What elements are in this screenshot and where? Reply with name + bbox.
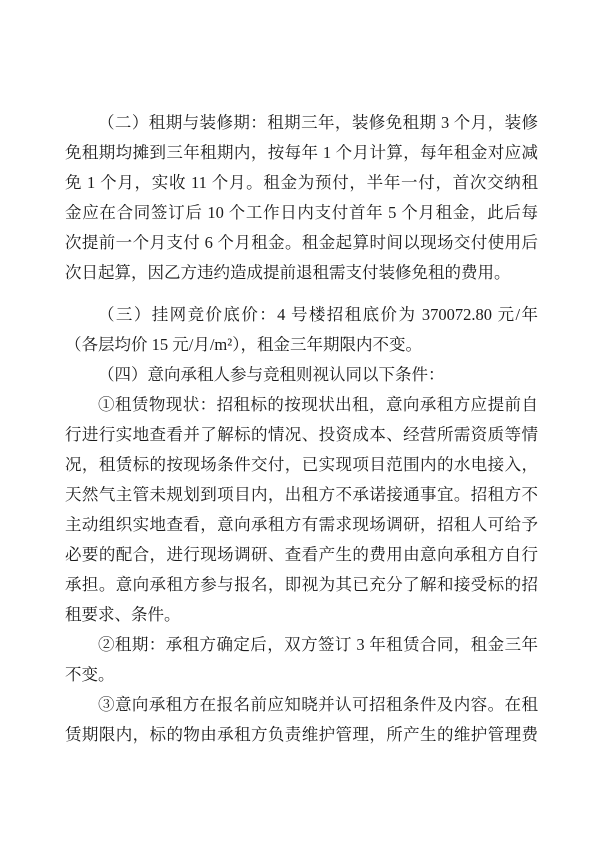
doc-line: 况，租赁标的按现场条件交付，已实现项目范围内的水电接入， <box>65 455 538 474</box>
doc-line: 金应在合同签订后 10 个工作日内支付首年 5 个月租金，此后每 <box>65 203 538 222</box>
doc-line: 承担。意向承租方参与报名，即视为其已充分了解和接受标的招 <box>65 575 538 594</box>
doc-line: 免租期均摊到三年租期内，按每年 1 个月计算，每年租金对应减 <box>65 143 538 162</box>
doc-line: 天然气主管未规划到项目内，出租方不承诺接通事宜。招租方不 <box>65 485 538 504</box>
doc-line: 不变。 <box>65 665 115 684</box>
paragraph-condition-2-lease-term <box>65 630 538 690</box>
doc-line: ②租期：承租方确定后，双方签订 3 年租赁合同，租金三年 <box>98 635 538 654</box>
doc-line: （各层均价 15 元/月/m²），租金三年期限内不变。 <box>65 335 422 354</box>
doc-line: 主动组织实地查看，意向承租方有需求现场调研，招租人可给予 <box>65 515 538 534</box>
doc-line: 次日起算，因乙方违约造成提前退租需支付装修免租的费用。 <box>65 263 511 282</box>
doc-line: 免 1 个月，实收 11 个月。租金为预付，半年一付，首次交纳租 <box>65 173 538 192</box>
paragraph-condition-1-property-status <box>65 390 538 630</box>
doc-line: ①租赁物现状：招租标的按现状出租，意向承租方应提前自 <box>98 395 538 414</box>
doc-line: 次提前一个月支付 6 个月租金。租金起算时间以现场交付使用后 <box>65 233 538 252</box>
doc-line: （三）挂网竞价底价：4 号楼招租底价为 370072.80 元/年 <box>98 305 538 324</box>
doc-line: 赁期限内，标的物由承租方负责维护管理，所产生的维护管理费 <box>65 725 538 744</box>
doc-line: （四）意向承租人参与竞租则视认同以下条件： <box>98 365 445 384</box>
document-text-block <box>65 108 538 750</box>
paragraph-condition-3-acknowledgement <box>65 690 538 750</box>
paragraph-lease-and-renovation-period <box>65 108 538 288</box>
doc-line: 行进行实地查看并了解标的情况、投资成本、经营所需资质等情 <box>65 425 538 444</box>
doc-line: 租要求、条件。 <box>65 605 181 624</box>
doc-line: （二）租期与装修期：租期三年，装修免租期 3 个月，装修 <box>98 113 538 132</box>
doc-line: ③意向承租方在报名前应知晓并认可招租条件及内容。在租 <box>98 695 538 714</box>
paragraph-listing-base-price <box>65 300 538 360</box>
doc-line: 必要的配合，进行现场调研、查看产生的费用由意向承租方自行 <box>65 545 538 564</box>
paragraph-bidder-conditions-intro <box>65 360 538 390</box>
